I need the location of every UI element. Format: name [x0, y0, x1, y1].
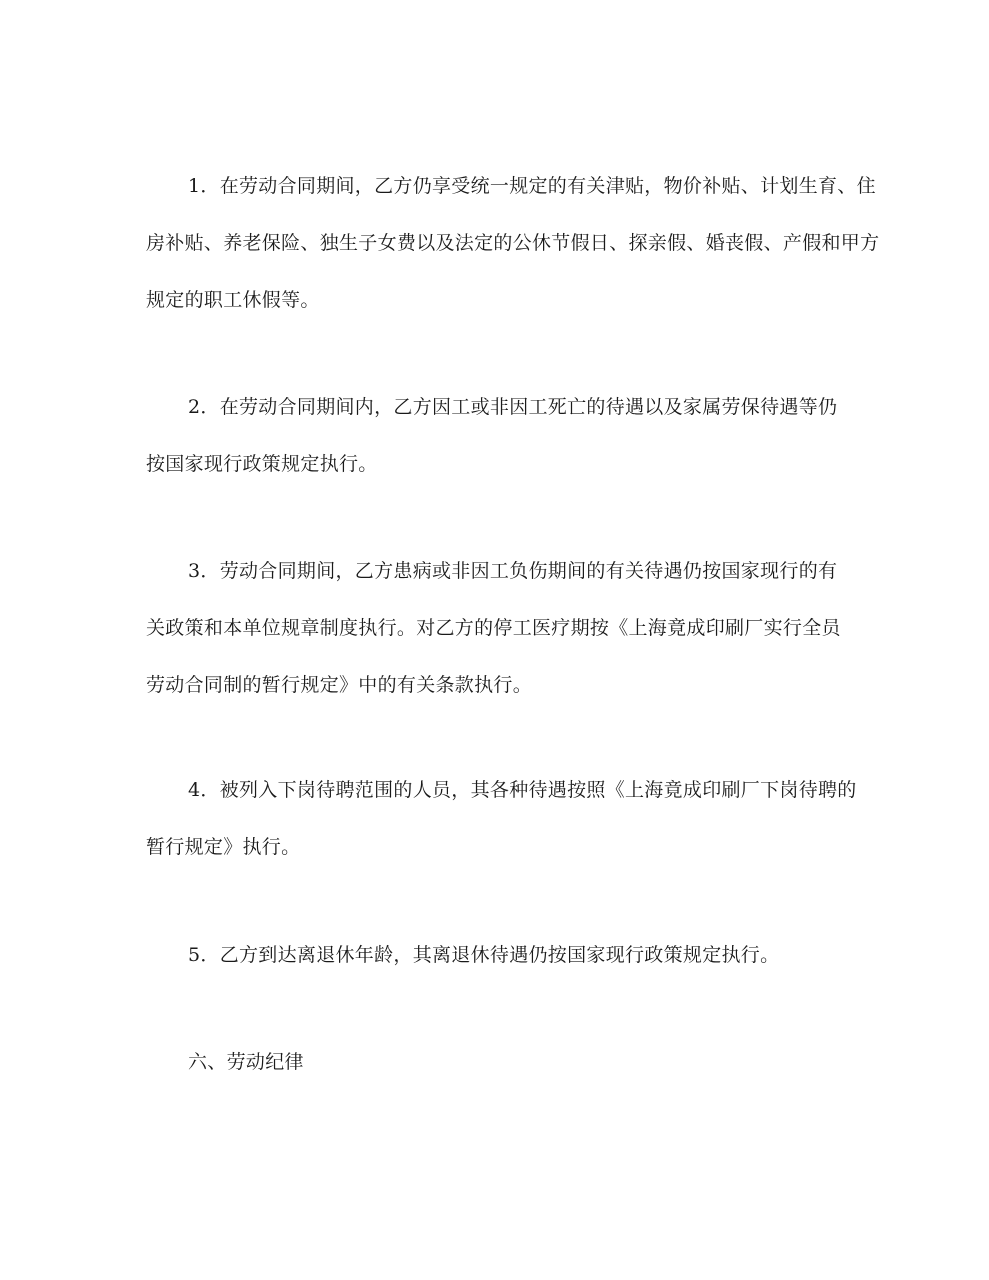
paragraph-line: 2．在劳动合同期间内，乙方因工或非因工死亡的待遇以及家属劳保待遇等仍 [188, 396, 838, 418]
paragraph-line: 按国家现行政策规定执行。 [146, 453, 378, 475]
paragraph-line: 5．乙方到达离退休年龄，其离退休待遇仍按国家现行政策规定执行。 [188, 944, 780, 966]
paragraph-2 [146, 379, 846, 493]
section-heading: 六、劳动纪律 [188, 1051, 304, 1073]
paragraph-1 [146, 158, 880, 329]
paragraph-line: 规定的职工休假等。 [146, 289, 320, 311]
paragraph-line: 暂行规定》执行。 [146, 836, 301, 858]
paragraph-line: 劳动合同制的暂行规定》中的有关条款执行。 [146, 674, 533, 696]
paragraph-line: 3．劳动合同期间，乙方患病或非因工负伤期间的有关待遇仍按国家现行的有 [188, 560, 838, 582]
paragraph-3 [146, 543, 846, 714]
paragraph-line: 1．在劳动合同期间，乙方仍享受统一规定的有关津贴，物价补贴、计划生育、住 [188, 175, 876, 197]
paragraph-line: 4．被列入下岗待聘范围的人员，其各种待遇按照《上海竟成印刷厂下岗待聘的 [188, 779, 857, 801]
paragraph-line: 关政策和本单位规章制度执行。对乙方的停工医疗期按《上海竟成印刷厂实行全员 [146, 617, 841, 639]
paragraph-line: 房补贴、养老保险、独生子女费以及法定的公休节假日、探亲假、婚丧假、产假和甲方 [146, 232, 880, 254]
paragraph-5 [146, 927, 846, 984]
paragraph-4 [146, 762, 857, 876]
